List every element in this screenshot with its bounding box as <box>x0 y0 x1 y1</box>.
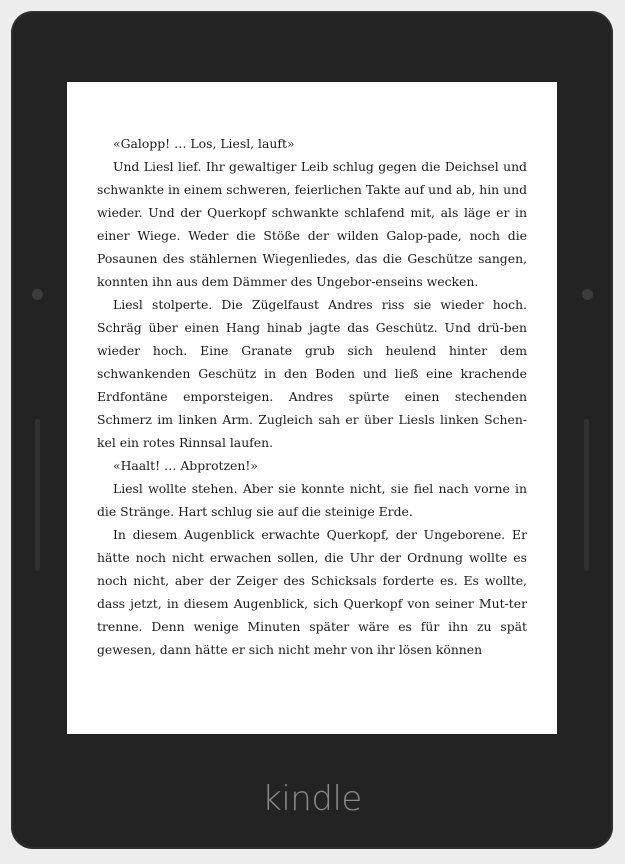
left-sensor-dot <box>32 289 43 300</box>
e-ink-screen[interactable] <box>67 82 557 734</box>
paragraph: Liesl stolperte. Die Zügelfaust Andres riss sie wieder hoch. Schräg über einen Hang hinab jagte das Geschütz. Und drü-ben wieder hoch. Eine Granate grub sich heulend hinter dem schwankenden Geschütz in den Boden und ließ eine krachende Erdfontäne emporsteigen. Andres spürte einen stechenden Schmerz im linken Arm. Zugleich sah er über Liesls linken Schen-kel ein rotes Rinnsal laufen. <box>97 297 527 450</box>
paragraph: «Galopp! … Los, Liesl, lauft» <box>113 136 295 151</box>
paragraph: Liesl wollte stehen. Aber sie konnte nicht, sie fiel nach vorne in die Stränge. Hart schlug sie auf die steinige Erde. <box>97 481 527 519</box>
book-page-text <box>97 132 527 661</box>
kindle-device <box>11 11 613 849</box>
paragraph: Und Liesl lief. Ihr gewaltiger Leib schlug gegen die Deichsel und schwankte in einem schweren, feierlichen Takte auf und ab, hin und wieder. Und der Querkopf schwankte schlafend mit, als läge er in einer Wiege. Weder die Stöße der wilden Galop-pade, noch die Posaunen des stählernen Wiegenliedes, das die Geschütze sangen, konnten ihn aus dem Dämmer des Ungebor-enseins wecken. <box>97 159 527 289</box>
left-page-turn-button[interactable] <box>35 419 40 571</box>
right-page-turn-button[interactable] <box>584 419 589 571</box>
paragraph: «Haalt! … Abprotzen!» <box>113 458 258 473</box>
right-sensor-dot <box>582 289 593 300</box>
kindle-logo: kindle <box>262 779 362 819</box>
paragraph: In diesem Augenblick erwachte Querkopf, der Ungeborene. Er hätte noch nicht erwachen sollen, die Uhr der Ordnung wollte es noch nicht, aber der Zeiger des Schicksals forderte es. Es wollte, dass jetzt, in diesem Augenblick, sich Querkopf von seiner Mut-ter trenne. Denn wenige Minuten später wäre es für ihn zu spät gewesen, dann hätte er sich nicht mehr von ihr lösen können <box>97 527 527 657</box>
